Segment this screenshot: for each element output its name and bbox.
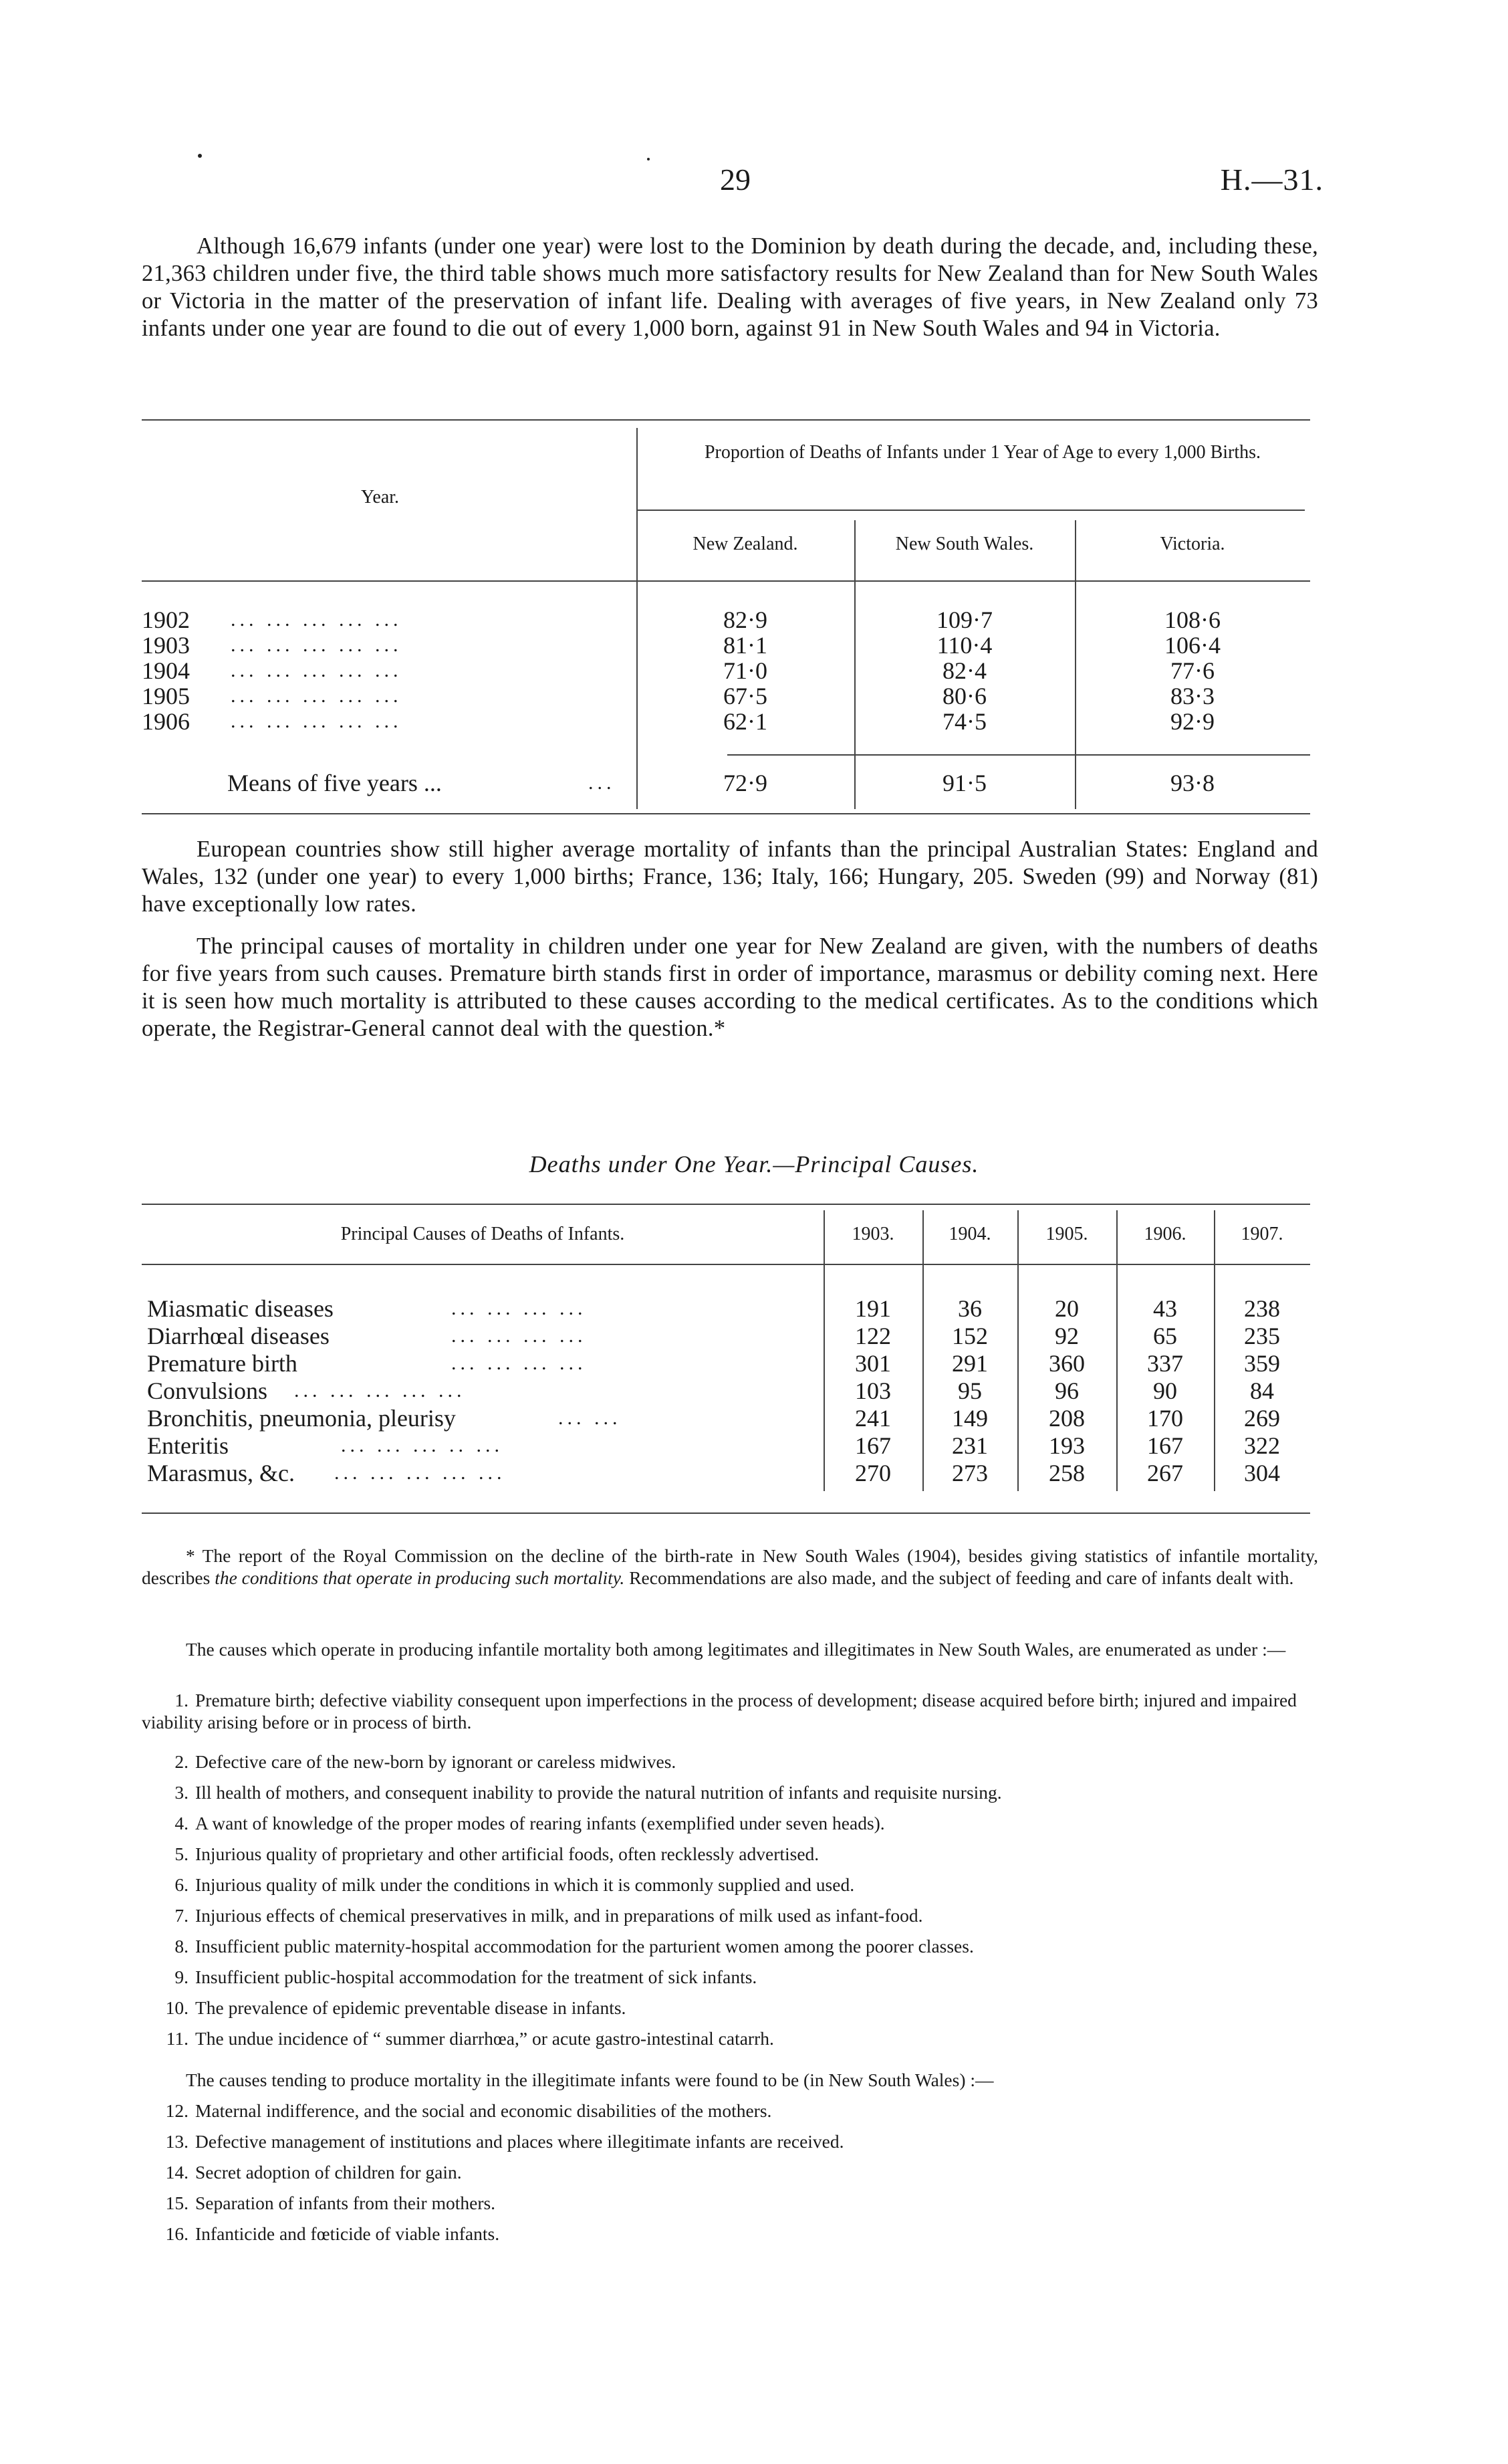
value-nsw: 110·4 <box>936 632 993 659</box>
table-caption: Deaths under One Year.—Principal Causes. <box>529 1151 979 1178</box>
table-top-rule <box>142 1204 1310 1205</box>
cause-name: Marasmus, &c. <box>147 1460 295 1486</box>
list-number: 16. <box>165 2223 188 2244</box>
list-item <box>142 1689 1318 1733</box>
european-paragraph: European countries show still higher average mortality of infants than the principal Australian States: England and Wales, 132 (under one year) to every 1,000 births; France, 136; Italy, 166; Hungary, 205. Sweden (99) and Norway (81) have exceptionally low rates. <box>142 836 1318 917</box>
year-header-1905: 1905. <box>1045 1224 1088 1244</box>
value-1907: 238 <box>1244 1295 1280 1322</box>
row-year: 1904 <box>142 657 190 684</box>
list-item <box>142 1812 1318 1834</box>
value-victoria: 83·3 <box>1170 683 1215 709</box>
list-item <box>142 1843 1318 1865</box>
year-header-1903: 1903. <box>852 1224 894 1244</box>
value-1906: 65 <box>1153 1323 1177 1349</box>
table-bottom-rule <box>142 813 1310 814</box>
footnote-text: * The report of the Royal Commission on the decline of the birth-rate in New South Wales (1904), besides giving statistics of infantile mortality, describes <box>142 1545 1318 1588</box>
illegitimate-causes-intro: The causes tending to produce mortality in the illegitimate infants were found to be (in New South Wales) :— <box>186 2069 994 2090</box>
list-text: Insufficient public-hospital accommodation for the treatment of sick infants. <box>195 1967 757 1987</box>
value-1904: 95 <box>958 1377 982 1404</box>
value-1903: 122 <box>855 1323 891 1349</box>
dot-leader: ... ... ... ... ... <box>231 634 402 656</box>
value-1906: 170 <box>1147 1405 1183 1432</box>
list-number: 10. <box>165 1997 188 2018</box>
list-item <box>142 1935 1318 1957</box>
value-nsw: 74·5 <box>943 708 987 735</box>
list-item <box>142 1751 1318 1773</box>
print-speck <box>647 158 650 160</box>
value-victoria: 77·6 <box>1170 657 1215 684</box>
year-header-1904: 1904. <box>949 1224 991 1244</box>
row-year: 1906 <box>142 708 190 735</box>
value-1904: 149 <box>952 1405 988 1432</box>
value-victoria: 92·9 <box>1170 708 1215 735</box>
list-item <box>142 1997 1318 2019</box>
list-text: Maternal indifference, and the social and economic disabilities of the mothers. <box>195 2100 772 2121</box>
value-1904: 291 <box>952 1350 988 1377</box>
dot-leader: ... ... ... ... <box>451 1325 587 1347</box>
footnote-royal-commission <box>142 1545 1318 1589</box>
value-new-zealand: 67·5 <box>723 683 767 709</box>
cause-name: Bronchitis, pneumonia, pleurisy <box>147 1405 456 1432</box>
list-number: 13. <box>165 2131 188 2152</box>
header-bottom-rule <box>142 580 1310 582</box>
value-1903: 167 <box>855 1432 891 1459</box>
list-text: Injurious quality of proprietary and other artificial foods, often recklessly advertised. <box>195 1843 820 1864</box>
column-header-victoria: Victoria. <box>1160 534 1225 554</box>
value-1904: 273 <box>952 1460 988 1486</box>
means-nsw: 91·5 <box>943 770 987 796</box>
value-1907: 359 <box>1244 1350 1280 1377</box>
table-top-rule <box>142 419 1310 421</box>
footnote-causes-intro: The causes which operate in producing infantile mortality both among legitimates and illegitimates in New South Wales, are enumerated as under :— <box>186 1639 1286 1660</box>
value-1905: 20 <box>1055 1295 1079 1322</box>
list-item <box>142 1781 1318 1803</box>
list-item <box>142 2027 1318 2049</box>
value-1903: 191 <box>855 1295 891 1322</box>
dot-leader: ... ... ... ... ... <box>231 608 402 631</box>
list-item <box>142 2100 1318 2122</box>
dot-leader: ... <box>588 772 616 794</box>
list-text: Injurious quality of milk under the conditions in which it is commonly supplied and used. <box>195 1874 855 1895</box>
year-header-1906: 1906. <box>1144 1224 1186 1244</box>
list-text: Secret adoption of children for gain. <box>195 2162 462 2182</box>
value-1903: 103 <box>855 1377 891 1404</box>
list-text: Ill health of mothers, and consequent inability to provide the natural nutrition of infants and requisite nursing. <box>195 1782 1002 1803</box>
value-1905: 360 <box>1049 1350 1085 1377</box>
causes-paragraph: The principal causes of mortality in children under one year for New Zealand are given, with the numbers of deaths for five years from such causes. Premature birth stands first in order of importance, marasmus or debility coming next. Here it is seen how much mortality is attributed to these causes according to the medical certificates. As to the conditions which operate, the Registrar-General cannot deal with the question.* <box>142 933 1318 1041</box>
value-1907: 269 <box>1244 1405 1280 1432</box>
row-year: 1902 <box>142 606 190 633</box>
cause-name: Miasmatic diseases <box>147 1295 334 1322</box>
list-number: 8. <box>174 1936 188 1956</box>
row-year: 1903 <box>142 632 190 659</box>
list-item <box>142 2130 1318 2152</box>
dot-leader: ... ... ... ... ... <box>231 659 402 681</box>
list-text: Insufficient public maternity-hospital accommodation for the parturient women among the poorer classes. <box>195 1936 974 1956</box>
value-victoria: 106·4 <box>1164 632 1221 659</box>
list-item <box>142 2223 1318 2245</box>
means-victoria: 93·8 <box>1170 770 1215 796</box>
value-1906: 167 <box>1147 1432 1183 1459</box>
print-speck <box>198 154 202 158</box>
list-item <box>142 1966 1318 1988</box>
causes-column-header: Principal Causes of Deaths of Infants. <box>340 1224 625 1244</box>
value-1904: 231 <box>952 1432 988 1459</box>
value-1903: 241 <box>855 1405 891 1432</box>
list-text: A want of knowledge of the proper modes of rearing infants (exemplified under seven heads). <box>195 1813 885 1833</box>
value-1907: 84 <box>1250 1377 1274 1404</box>
value-1904: 36 <box>958 1295 982 1322</box>
list-text: Infanticide and fœticide of viable infants. <box>195 2223 500 2244</box>
value-victoria: 108·6 <box>1164 606 1221 633</box>
page-number: 29 <box>720 162 751 197</box>
list-number: 15. <box>165 2193 188 2213</box>
dot-leader: ... ... ... ... <box>451 1352 587 1374</box>
value-1905: 96 <box>1055 1377 1079 1404</box>
group-header-rule <box>636 510 1305 511</box>
intro-paragraph: Although 16,679 infants (under one year) were lost to the Dominion by death during the decade, and, including these, 21,363 children under five, the third table shows much more satisfactory results for New Zealand than for New South Wales or Victoria in the matter of the preservation of infant life. Dealing with averages of five years, in New Zealand only 73 infants under one year are found to die out of every 1,000 born, against 91 in New South Wales and 94 in Victoria. <box>142 233 1318 341</box>
cause-name: Enteritis <box>147 1432 229 1459</box>
list-text: Separation of infants from their mothers. <box>195 2193 496 2213</box>
value-1903: 301 <box>855 1350 891 1377</box>
cause-name: Diarrhœal diseases <box>147 1323 330 1349</box>
list-number: 2. <box>174 1751 188 1772</box>
list-text: Defective care of the new-born by ignorant or careless midwives. <box>195 1751 676 1772</box>
footnote-italic-text: the conditions that operate in producing such mortality. <box>215 1567 625 1588</box>
value-1907: 322 <box>1244 1432 1280 1459</box>
footnote-text: Recommendations are also made, and the subject of feeding and care of infants dealt with. <box>624 1567 1294 1588</box>
value-1905: 208 <box>1049 1405 1085 1432</box>
list-number: 11. <box>166 2028 188 2049</box>
means-label: Means of five years ... <box>227 770 442 796</box>
header-bottom-rule <box>142 1264 1310 1265</box>
means-new-zealand: 72·9 <box>723 770 767 796</box>
list-text: Defective management of institutions and places where illegitimate infants are received. <box>195 2131 844 2152</box>
cause-name: Convulsions <box>147 1377 268 1404</box>
value-1907: 304 <box>1244 1460 1280 1486</box>
row-year: 1905 <box>142 683 190 709</box>
value-1906: 43 <box>1153 1295 1177 1322</box>
list-item <box>142 1904 1318 1926</box>
value-1906: 337 <box>1147 1350 1183 1377</box>
document-reference: H.—31. <box>1220 162 1324 197</box>
list-number: 9. <box>174 1967 188 1987</box>
value-nsw: 82·4 <box>943 657 987 684</box>
value-new-zealand: 81·1 <box>723 632 767 659</box>
value-1907: 235 <box>1244 1323 1280 1349</box>
value-1904: 152 <box>952 1323 988 1349</box>
year-header-1907: 1907. <box>1241 1224 1283 1244</box>
value-new-zealand: 82·9 <box>723 606 767 633</box>
list-number: 12. <box>165 2100 188 2121</box>
value-1905: 258 <box>1049 1460 1085 1486</box>
table-bottom-rule <box>142 1513 1310 1514</box>
list-number: 3. <box>174 1782 188 1803</box>
value-1903: 270 <box>855 1460 891 1486</box>
list-text: Injurious effects of chemical preservatives in milk, and in preparations of milk used as infant-food. <box>195 1905 923 1926</box>
list-number: 6. <box>174 1874 188 1895</box>
list-text: The undue incidence of “ summer diarrhœa,” or acute gastro-intestinal catarrh. <box>195 2028 774 2049</box>
list-text: Premature birth; defective viability consequent upon imperfections in the process of development; disease acquired before birth; injured and impaired viability arising before or in process of birth. <box>142 1690 1297 1732</box>
column-header-new-zealand: New Zealand. <box>693 534 798 554</box>
list-number: 5. <box>174 1843 188 1864</box>
dot-leader: ... ... ... ... <box>451 1297 587 1319</box>
dot-leader: ... ... ... ... ... <box>294 1379 466 1402</box>
year-column-header: Year. <box>361 487 400 508</box>
list-number: 14. <box>165 2162 188 2182</box>
dot-leader: ... ... <box>558 1407 622 1429</box>
value-new-zealand: 71·0 <box>723 657 767 684</box>
list-number: 7. <box>174 1905 188 1926</box>
list-text: The prevalence of epidemic preventable disease in infants. <box>195 1997 626 2018</box>
list-number: 4. <box>174 1813 188 1833</box>
means-rule <box>727 754 1310 756</box>
dot-leader: ... ... ... ... ... <box>231 685 402 707</box>
value-1906: 267 <box>1147 1460 1183 1486</box>
cause-name: Premature birth <box>147 1350 297 1377</box>
dot-leader: ... ... ... .. ... <box>341 1434 503 1456</box>
dot-leader: ... ... ... ... ... <box>231 710 402 732</box>
value-1905: 92 <box>1055 1323 1079 1349</box>
column-header-nsw: New South Wales. <box>895 534 1034 554</box>
list-item <box>142 2192 1318 2214</box>
proportion-group-header: Proportion of Deaths of Infants under 1 Year of Age to every 1,000 Births. <box>704 442 1261 463</box>
list-item <box>142 2161 1318 2183</box>
value-nsw: 80·6 <box>943 683 987 709</box>
value-new-zealand: 62·1 <box>723 708 767 735</box>
list-number: 1. <box>174 1690 188 1710</box>
value-1905: 193 <box>1049 1432 1085 1459</box>
dot-leader: ... ... ... ... ... <box>334 1462 506 1484</box>
value-nsw: 109·7 <box>936 606 993 633</box>
value-1906: 90 <box>1153 1377 1177 1404</box>
list-item <box>142 1874 1318 1896</box>
